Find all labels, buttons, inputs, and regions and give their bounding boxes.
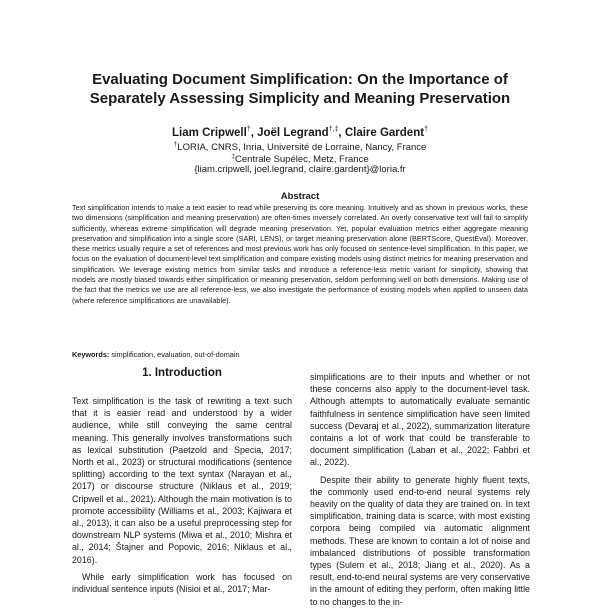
keywords-label: Keywords: [72,350,110,359]
title-line-2: Separately Assessing Simplicity and Meaning Preservation [89,90,511,107]
author-1: Liam Cripwell† [172,126,251,139]
paper-title [40,70,560,108]
abstract-text: Text simplification intends to make a text easier to read while preserving its core meaning. Intuitively and as shown in previous works, these two dimensions (simplification and meaning preservation) are often-times inversely correlated. An overly conservative text will fail to simplify sufficiently, whereas extreme simplification will degrade meaning preservation. Yet, popular evaluation metrics either aggregate meaning preservation and simplification into a single score (SARI, LENS), or target meaning preservation alone (BERTScore, QuestEval). Moreover, these metrics usually require a set of references and most previous work has only focused on sentence-level simplification. In this paper, we focus on the evaluation of document-level text simplification and compare existing models using distinct metrics for meaning preservation and simplification. We leverage existing metrics from similar tasks and introduce a reference-less metric variant for simplicity, showing that models are mostly biased towards either simplification or meaning preservation, seldom performing well on both dimensions. Making use of the fact that the metrics we use are all reference-less, we also investigate the performance of existing models when applied to unseen data (where reference simplifications are unavailable). [72,203,528,305]
right-column [310,371,530,608]
paragraph: Despite their ability to generate highly fluent texts, the commonly used end-to-end neural systems rely heavily on the quality of data they are trained on. In text simplification, training data is scarce, with most existing corpora being compiled via automatic alignment methods. These are known to contain a lot of noise and imbalanced distributions of possible transformation types (Sulem et al., 2018; Jiang et al., 2020). As a result, end-to-end neural systems are very conservative in the amount of editing they perform, often making little to no changes to the in- [310,474,530,607]
author-emails: {liam.cripwell, joel.legrand, claire.gardent}@loria.fr [194,164,406,175]
section-heading-introduction: 1. Introduction [142,367,222,379]
author-2: Joël Legrand†,‡ [257,126,339,139]
paragraph: simplifications are to their inputs and whether or not these concerns also apply to the document-level task. Although attempts to automatically evaluate semantic faithfulness in sentence simplification have seen limited success (Devaraj et al., 2022), summarization literature contains a lot of work that could be transferable to document simplification (Laban et al., 2022; Fabbri et al., 2022). [310,372,530,468]
affiliation-1: †LORIA, CNRS, Inria, Université de Lorraine, Nancy, France [173,141,427,154]
paragraph: Text simplification is the task of rewriting a text such that it is easier read and understood by a wider audience, while still conveying the same central meaning. This generally involves transformations such as lexical substitution (Paetzold and Specia, 2017; North et al., 2023) or structural modifications (sentence splitting) according to the text syntax (Narayan et al., 2017) or discourse structure (Niklaus et al., 2019; Cripwell et al., 2021). Although the main motivation is to promote accessibility (Williams et al., 2003; Kajiwara et al., 2013), it can also be a useful preprocessing step for downstream NLP systems (Miwa et al., 2010; Mishra et al., 2014; Štajner and Popovic, 2016; Niklaus et al., 2016). [72,396,292,565]
left-column [72,395,292,595]
keywords-list: simplification, evaluation, out-of-domain [109,350,240,359]
author-list: Liam Cripwell†, Joël Legrand†,‡, Claire Gardent† [172,126,428,139]
title-line-1: Evaluating Document Simplification: On the Importance of [92,71,508,88]
abstract-heading: Abstract [280,191,320,202]
keywords [72,350,528,360]
paragraph: While early simplification work has focused on individual sentence inputs (Nisioi et al., 2017; Mar- [72,571,292,595]
author-3: Claire Gardent† [344,126,428,139]
affiliation-2: ‡Centrale Supélec, Metz, France [231,153,369,166]
